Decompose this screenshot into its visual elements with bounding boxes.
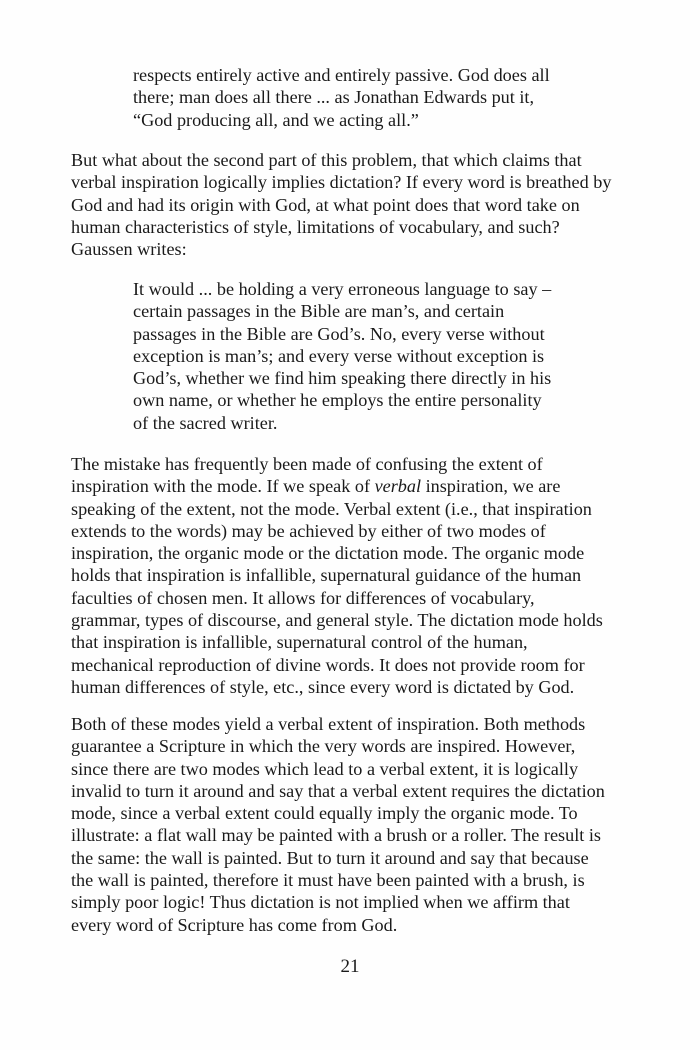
paragraph-line: The mistake has frequently been made of confusing the extent of <box>71 454 543 474</box>
text-run: inspiration, we are <box>421 476 561 497</box>
quote-line: of the sacred writer. <box>133 412 278 433</box>
paragraph-both-modes <box>71 713 605 936</box>
quote-line: own name, or whether he employs the entire personality <box>133 390 542 411</box>
paragraph-line: mechanical reproduction of divine words. It does not provide room for <box>71 654 585 675</box>
paragraph-dictation-question <box>71 149 611 260</box>
paragraph-line: But what about the second part of this problem, that which claims that <box>71 150 582 170</box>
paragraph-line: that inspiration is infallible, supernatural control of the human, <box>71 632 528 653</box>
paragraph-line: the same: the wall is painted. But to turn it around and say that because <box>71 847 589 868</box>
paragraph-line: Gaussen writes: <box>71 239 187 260</box>
paragraph-line-with-emphasis <box>71 475 603 497</box>
paragraph-extent-vs-mode <box>71 453 603 698</box>
quote-line: there; man does all there ... as Jonathan Edwards put it, <box>133 87 535 108</box>
paragraph-line: guarantee a Scripture in which the very words are inspired. However, <box>71 736 576 757</box>
quote-line: God’s, whether we find him speaking there directly in his <box>133 368 552 389</box>
paragraph-line: simply poor logic! Thus dictation is not implied when we affirm that <box>71 892 570 913</box>
paragraph-line: inspiration, the organic mode or the dictation mode. The organic mode <box>71 543 585 564</box>
paragraph-line: mode, since a verbal extent could equally imply the organic mode. To <box>71 803 578 824</box>
paragraph-line: verbal inspiration logically implies dictation? If every word is breathed by <box>71 172 612 193</box>
paragraph-line: Both of these modes yield a verbal extent of inspiration. Both methods <box>71 714 586 734</box>
quote-line: certain passages in the Bible are man’s, and certain <box>133 301 505 322</box>
paragraph-line: human characteristics of style, limitations of vocabulary, and such? <box>71 216 560 237</box>
paragraph-line: extends to the words) may be achieved by either of two modes of <box>71 520 546 541</box>
emphasis-verbal: verbal <box>374 476 422 497</box>
text-run: inspiration with the mode. If we speak of <box>71 476 375 497</box>
paragraph-line: faculties of chosen men. It allows for differences of vocabulary, <box>71 587 535 608</box>
paragraph-line: speaking of the extent, not the mode. Verbal extent (i.e., that inspiration <box>71 498 592 519</box>
paragraph-line: God and had its origin with God, at what point does that word take on <box>71 194 580 215</box>
page-number: 21 <box>340 956 360 977</box>
quote-line: passages in the Bible are God’s. No, every verse without <box>133 323 545 344</box>
paragraph-line: human differences of style, etc., since every word is dictated by God. <box>71 676 575 697</box>
paragraph-line: illustrate: a flat wall may be painted with a brush or a roller. The result is <box>71 825 601 846</box>
paragraph-line: invalid to turn it around and say that a verbal extent requires the dictation <box>71 780 605 801</box>
quote-line: It would ... be holding a very erroneous language to say – <box>133 279 552 299</box>
paragraph-line: the wall is painted, therefore it must have been painted with a brush, is <box>71 870 585 891</box>
paragraph-line: holds that inspiration is infallible, supernatural guidance of the human <box>71 565 582 586</box>
paragraph-line: every word of Scripture has come from God. <box>71 914 398 935</box>
paragraph-line: grammar, types of discourse, and general style. The dictation mode holds <box>71 610 603 631</box>
paragraph-line: since there are two modes which lead to a verbal extent, it is logically <box>71 758 579 779</box>
quote-line: “God producing all, and we acting all.” <box>133 109 419 130</box>
quote-line: respects entirely active and entirely passive. God does all <box>133 65 550 85</box>
quote-line: exception is man’s; and every verse without exception is <box>133 345 545 366</box>
block-quote-edwards <box>133 64 550 131</box>
block-quote-gaussen <box>133 278 551 434</box>
